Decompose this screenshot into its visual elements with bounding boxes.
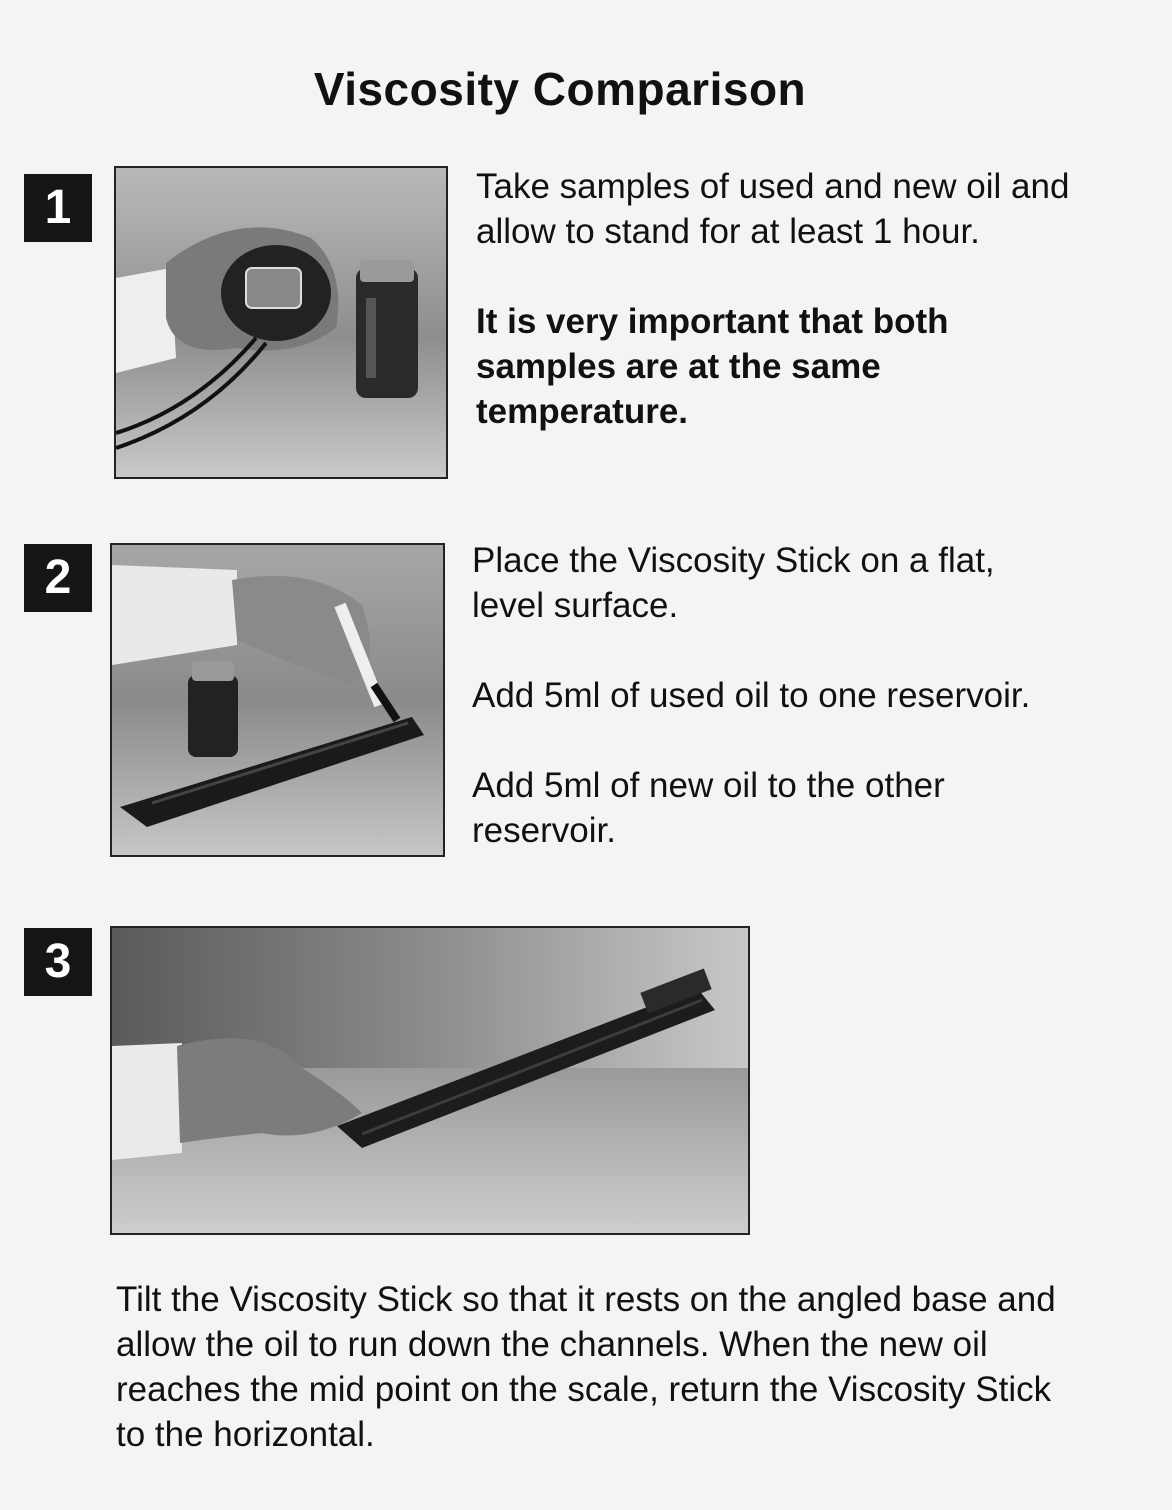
- step-1-paragraph-1: Take samples of used and new oil and allow to stand for at least 1 hour.: [476, 167, 1070, 251]
- step-2-photo: [110, 543, 445, 857]
- page-title: Viscosity Comparison: [313, 63, 807, 115]
- step-1-paragraph-2: It is very important that both samples are at the same temperature.: [476, 302, 949, 431]
- step-3-badge: 3: [24, 928, 92, 996]
- step-2-badge: 2: [24, 544, 92, 612]
- step-3-paragraph-1: Tilt the Viscosity Stick so that it rests on the angled base and allow the oil to run down the channels. When the new oil reaches the mid point on the scale, return the Viscosity Stick to the horizontal.: [116, 1280, 1056, 1454]
- step-2-text: [472, 538, 1132, 853]
- step-2-paragraph-2: Add 5ml of used oil to one reservoir.: [472, 676, 1031, 715]
- step-1-photo: [114, 166, 448, 479]
- step-2-paragraph-1: Place the Viscosity Stick on a flat, level surface.: [472, 541, 995, 625]
- step-1-badge: 1: [24, 174, 92, 242]
- step-2-paragraph-3: Add 5ml of new oil to the other reservoir.: [472, 766, 945, 850]
- step-3-text: [116, 1277, 1116, 1457]
- step-1-text: [476, 164, 1126, 434]
- step-3-photo: [110, 926, 750, 1235]
